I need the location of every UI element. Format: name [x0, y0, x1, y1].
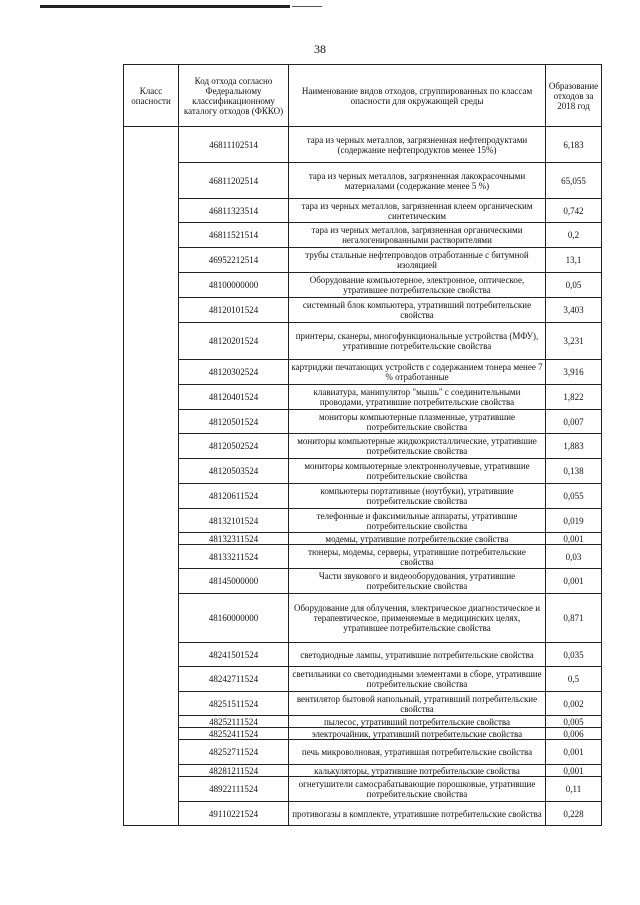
table-row [124, 777, 602, 802]
waste-code-cell: 49110221524 [179, 802, 289, 826]
waste-amount-cell: 0,055 [546, 484, 602, 509]
waste-name-cell: системный блок компьютера, утративший потребительские свойства [289, 298, 546, 323]
waste-name-cell: вентилятор бытовой напольный, утративший потребительские свойства [289, 692, 546, 716]
waste-code-cell: 48120401524 [179, 385, 289, 410]
table-row [124, 199, 602, 223]
waste-name-cell: Оборудование компьютерное, электронное, оптическое, утратившее потребительские свойства [289, 273, 546, 298]
waste-code-cell: 48120611524 [179, 484, 289, 509]
waste-amount-cell: 0,03 [546, 545, 602, 569]
waste-code-cell: 48133211524 [179, 545, 289, 569]
waste-amount-cell: 0,002 [546, 692, 602, 716]
hazard-class-cell [124, 127, 179, 826]
waste-name-cell: электрочайник, утративший потребительские свойства [289, 728, 546, 740]
waste-code-cell: 48241501524 [179, 643, 289, 667]
waste-name-cell: мониторы компьютерные жидкокристаллические, утратившие потребительские свойства [289, 434, 546, 459]
table-row [124, 509, 602, 533]
waste-amount-cell: 0,001 [546, 765, 602, 777]
waste-name-cell: клавиатура, манипулятор "мышь" с соединительными проводами, утратившие потребительские свойства [289, 385, 546, 410]
table-row [124, 716, 602, 728]
waste-amount-cell: 0,5 [546, 667, 602, 692]
table-row [124, 533, 602, 545]
table-row [124, 569, 602, 594]
waste-name-cell: Оборудование для облучения, электрическое диагностическое и терапевтическое, применяемые в медицинских целях, утратившее потребительские свойства [289, 594, 546, 643]
waste-name-cell: тюнеры, модемы, серверы, утратившие потребительские свойства [289, 545, 546, 569]
table-row [124, 728, 602, 740]
waste-code-cell: 48252711524 [179, 740, 289, 765]
table-row [124, 802, 602, 826]
waste-amount-cell: 65,055 [546, 163, 602, 199]
waste-name-cell: светодиодные лампы, утратившие потребительские свойства [289, 643, 546, 667]
waste-code-cell: 46811323514 [179, 199, 289, 223]
waste-amount-cell: 0,742 [546, 199, 602, 223]
waste-name-cell: противогазы в комплекте, утратившие потребительские свойства [289, 802, 546, 826]
waste-name-cell: компьютеры портативные (ноутбуки), утратившие потребительские свойства [289, 484, 546, 509]
waste-code-cell: 46811202514 [179, 163, 289, 199]
waste-amount-cell: 0,001 [546, 740, 602, 765]
table-row [124, 692, 602, 716]
waste-amount-cell: 0,001 [546, 569, 602, 594]
table-body [124, 127, 602, 826]
waste-name-cell: печь микроволновая, утратившая потребительские свойства [289, 740, 546, 765]
waste-amount-cell: 0,035 [546, 643, 602, 667]
table-header-row [124, 65, 602, 127]
table-row [124, 545, 602, 569]
waste-name-cell: тара из черных металлов, загрязненная органическими негалогенированными растворителями [289, 223, 546, 248]
waste-amount-cell: 3,916 [546, 360, 602, 385]
table-row [124, 163, 602, 199]
waste-amount-cell: 0,2 [546, 223, 602, 248]
waste-amount-cell: 3,231 [546, 323, 602, 360]
waste-code-cell: 48120503524 [179, 459, 289, 484]
table-row [124, 459, 602, 484]
waste-amount-cell: 0,228 [546, 802, 602, 826]
waste-code-cell: 48145000000 [179, 569, 289, 594]
header-name: Наименование видов отходов, сгруппированных по классам опасности для окружающей среды [289, 65, 546, 127]
waste-table [123, 64, 602, 826]
waste-code-cell: 46811521514 [179, 223, 289, 248]
waste-name-cell: модемы, утратившие потребительские свойства [289, 533, 546, 545]
waste-amount-cell: 3,403 [546, 298, 602, 323]
waste-code-cell: 48252411524 [179, 728, 289, 740]
waste-code-cell: 48160000000 [179, 594, 289, 643]
table-row [124, 667, 602, 692]
waste-code-cell: 48922111524 [179, 777, 289, 802]
waste-name-cell: светильники со светодиодными элементами в сборе, утратившие потребительские свойства [289, 667, 546, 692]
waste-name-cell: мониторы компьютерные электроннолучевые, утратившие потребительские свойства [289, 459, 546, 484]
waste-name-cell: трубы стальные нефтепроводов отработанные с битумной изоляцией [289, 248, 546, 273]
waste-code-cell: 48120302524 [179, 360, 289, 385]
waste-name-cell: Части звукового и видеооборудования, утратившие потребительские свойства [289, 569, 546, 594]
waste-code-cell: 48281211524 [179, 765, 289, 777]
table-row [124, 298, 602, 323]
table-row [124, 248, 602, 273]
waste-name-cell: тара из черных металлов, загрязненная клеем органическим синтетическим [289, 199, 546, 223]
waste-code-cell: 46811102514 [179, 127, 289, 163]
table-row [124, 410, 602, 434]
table-row [124, 323, 602, 360]
waste-code-cell: 48132101524 [179, 509, 289, 533]
scan-artifact-line [40, 5, 290, 8]
waste-name-cell: картриджи печатающих устройств с содержанием тонера менее 7 % отработанные [289, 360, 546, 385]
table-row [124, 434, 602, 459]
header-class: Класс опасности [124, 65, 179, 127]
waste-code-cell: 48120201524 [179, 323, 289, 360]
waste-amount-cell: 0,001 [546, 533, 602, 545]
table-row [124, 594, 602, 643]
table-row [124, 765, 602, 777]
waste-amount-cell: 0,11 [546, 777, 602, 802]
waste-code-cell: 48132311524 [179, 533, 289, 545]
waste-code-cell: 48100000000 [179, 273, 289, 298]
table-row [124, 740, 602, 765]
page-number: 38 [314, 42, 326, 56]
table-row [124, 273, 602, 298]
waste-code-cell: 48242711524 [179, 667, 289, 692]
waste-name-cell: мониторы компьютерные плазменные, утратившие потребительские свойства [289, 410, 546, 434]
waste-code-cell: 48251511524 [179, 692, 289, 716]
table-row [124, 385, 602, 410]
waste-amount-cell: 0,007 [546, 410, 602, 434]
waste-code-cell: 48120101524 [179, 298, 289, 323]
waste-amount-cell: 1,883 [546, 434, 602, 459]
header-amount: Образование отходов за 2018 год [546, 65, 602, 127]
waste-amount-cell: 6,183 [546, 127, 602, 163]
waste-amount-cell: 0,005 [546, 716, 602, 728]
waste-code-cell: 46952212514 [179, 248, 289, 273]
header-code: Код отхода согласно Федеральному классификационному каталогу отходов (ФККО) [179, 65, 289, 127]
waste-name-cell: телефонные и факсимильные аппараты, утратившие потребительские свойства [289, 509, 546, 533]
waste-name-cell: калькуляторы, утратившие потребительские свойства [289, 765, 546, 777]
table-row [124, 127, 602, 163]
waste-amount-cell: 1,822 [546, 385, 602, 410]
table-row [124, 643, 602, 667]
waste-code-cell: 48120502524 [179, 434, 289, 459]
waste-code-cell: 48120501524 [179, 410, 289, 434]
table-row [124, 360, 602, 385]
waste-amount-cell: 13,1 [546, 248, 602, 273]
waste-amount-cell: 0,871 [546, 594, 602, 643]
waste-amount-cell: 0,019 [546, 509, 602, 533]
waste-name-cell: пылесос, утративший потребительские свойства [289, 716, 546, 728]
scan-artifact-line-short [292, 6, 322, 7]
waste-name-cell: тара из черных металлов, загрязненная лакокрасочными материалами (содержание менее 5 %) [289, 163, 546, 199]
table-row [124, 223, 602, 248]
table-row [124, 484, 602, 509]
waste-name-cell: принтеры, сканеры, многофункциональные устройства (МФУ), утратившие потребительские свойства [289, 323, 546, 360]
waste-name-cell: тара из черных металлов, загрязненная нефтепродуктами (содержание нефтепродуктов менее 15%) [289, 127, 546, 163]
waste-code-cell: 48252111524 [179, 716, 289, 728]
waste-amount-cell: 0,006 [546, 728, 602, 740]
waste-amount-cell: 0,138 [546, 459, 602, 484]
waste-amount-cell: 0,05 [546, 273, 602, 298]
waste-name-cell: огнетушители самосрабатывающие порошковые, утратившие потребительские свойства [289, 777, 546, 802]
